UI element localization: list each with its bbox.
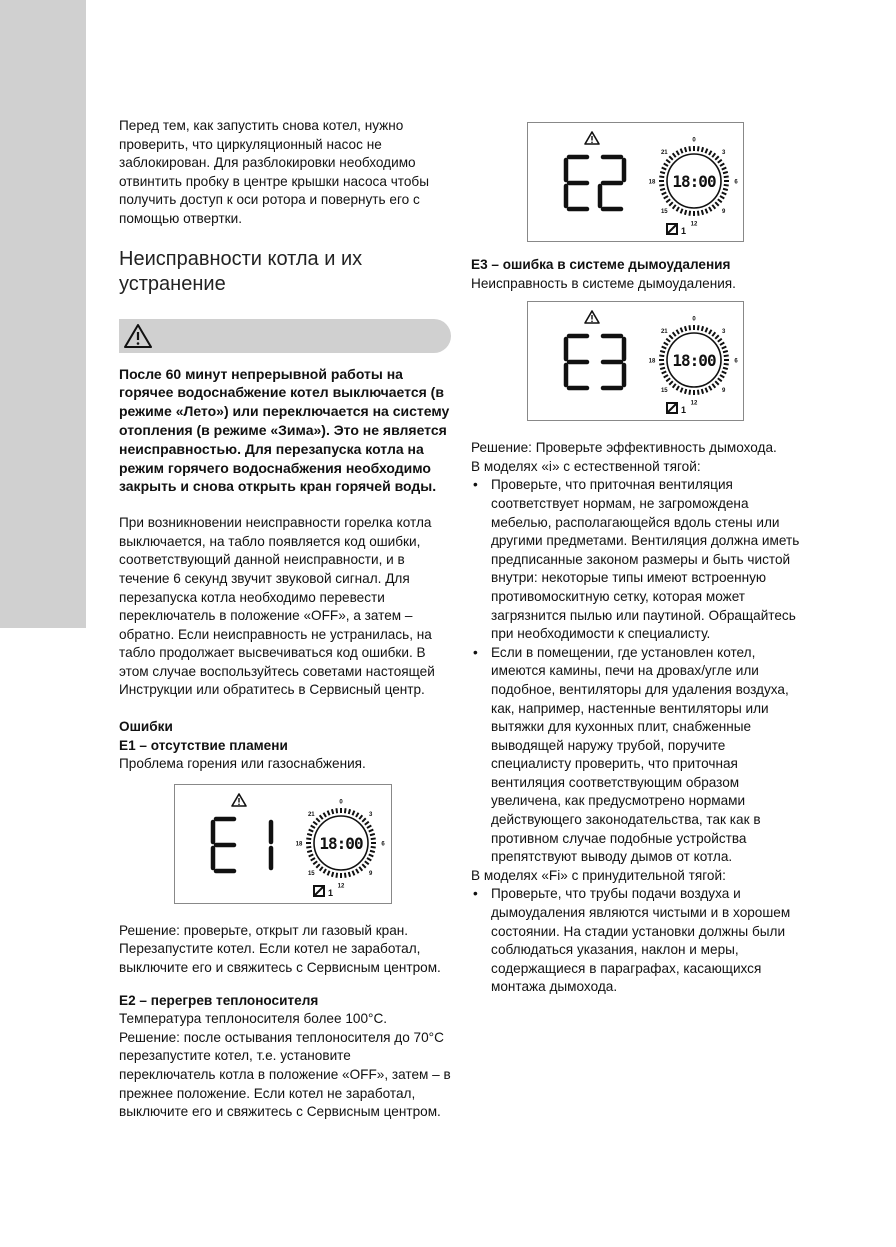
clock-dial-label: 18 — [295, 841, 303, 848]
e3-heading: E3 – ошибка в системе дымоудаления — [471, 257, 731, 272]
left-column — [119, 117, 451, 1122]
clock-dial-label: 9 — [722, 388, 726, 395]
e3-display — [527, 301, 744, 421]
error-code-digit-1 — [566, 336, 587, 388]
natural-models-heading: В моделях «i» с естественной тягой: — [471, 458, 701, 474]
e1-display — [174, 784, 392, 904]
bottom-mode-icon — [667, 403, 677, 413]
error-code-digit-2 — [603, 336, 624, 388]
error-code-digit-1 — [213, 819, 234, 871]
clock-dial-label: 0 — [692, 137, 696, 144]
clock-dial-label: 9 — [722, 209, 726, 216]
clock-dial-label: 21 — [307, 811, 315, 818]
clock-dial-label: 21 — [660, 149, 668, 156]
clock-dial-label: 12 — [690, 221, 698, 228]
display-warning-icon — [585, 132, 599, 144]
error-code-digit-1 — [566, 157, 587, 209]
clock-dial-label: 0 — [339, 799, 343, 806]
clock-dial-label: 6 — [734, 358, 738, 365]
e1-heading: E1 – отсутствие пламени — [119, 737, 288, 753]
side-tab — [0, 0, 86, 628]
natural-bullet-2: • Если в помещении, где установлен котел, имеются камины, печи на дровах/угле или подобное, вентиляторы для удаления воздуха, как, например, настенные вентиляторы или вытяжки для кухонных плит, снабженные выводящей наружу трубой, поручите специалисту проверить, что приточная вентиляция соответствующим образом увеличена, как предусмотрено нормами действующего законодательства, так как в противном случае подобные устройства препятствуют выводу дымов от котла. — [471, 644, 801, 867]
clock-dial-label: 6 — [381, 841, 385, 848]
clock-dial-label: 15 — [660, 388, 668, 395]
clock-dial-label: 15 — [307, 871, 315, 878]
bottom-index: 1 — [681, 405, 687, 416]
natural-bullets — [471, 476, 801, 866]
warning-bar — [119, 319, 451, 353]
e2-display — [527, 122, 744, 242]
clock-dial-label: 9 — [369, 871, 373, 878]
fault-info-paragraph: При возникновении неисправности горелка котла выключается, на табло появляется код ошибки, соответствующий данной неисправности, и в течение 6 секунд звучит звуковой сигнал. Для перезапуска котла необходимо перевести переключатель в положение «OFF», а затем – обратно. Если неисправность не устранилась, на табло продолжает высвечиваться код ошибки. В этом случае воспользуйтесь советами настоящей Инструкции или обратитесь в Сервисный центр. — [119, 515, 435, 698]
error-code-digit-2 — [600, 157, 624, 209]
display-warning-icon — [585, 311, 599, 323]
clock-dial-label: 3 — [369, 811, 373, 818]
e1-solution: Решение: проверьте, открыт ли газовый кран. Перезапустите котел. Если котел не заработал, выключите его и свяжитесь с Сервисным центром. — [119, 922, 441, 976]
bottom-index: 1 — [328, 887, 334, 898]
forced-models-heading: В моделях «Fi» с принудительной тягой: — [471, 867, 726, 883]
section-title: Неисправности котла и их устранение — [119, 247, 363, 295]
bottom-mode-icon — [667, 224, 677, 234]
clock-dial-label: 3 — [722, 328, 726, 335]
e3-description: Неисправность в системе дымоудаления. — [471, 275, 736, 291]
clock-time: 18:00 — [319, 833, 363, 853]
e1-description: Проблема горения или газоснабжения. — [119, 756, 366, 772]
bottom-index: 1 — [681, 226, 687, 236]
warning-text: После 60 минут непрерывной работы на горячее водоснабжение котел выключается (в режиме «Лето») или переключается на систему отопления (в режиме «Зима»). Это не является неисправностью. Для перезапуска котла на режим горячего водоснабжения необходимо закрыть и снова открыть кран горячей воды. — [119, 365, 450, 495]
clock-dial-label: 0 — [692, 316, 696, 323]
clock-dial-label: 12 — [337, 883, 345, 890]
forced-bullet-1: • Проверьте, что трубы подачи воздуха и дымоудаления являются чистыми и в хорошем состоянии. На стадии установки должны были соблюдаться указания, наклон и меры, содержащиеся в параграфах, касающихся монтажа дымохода. — [471, 885, 801, 997]
warning-triangle-icon — [123, 322, 153, 350]
clock-dial-label: 21 — [660, 328, 668, 335]
e3-solution: Решение: Проверьте эффективность дымохода. — [471, 440, 777, 456]
intro-paragraph: Перед тем, как запустить снова котел, нужно проверить, что циркуляционный насос не заблокирован. Для разблокировки необходимо отвинтить пробку в центре крышки насоса чтобы получить доступ к оси ротора и повернуть его с помощью отвертки. — [119, 118, 429, 226]
forced-bullets — [471, 885, 801, 997]
clock-dial-label: 15 — [660, 209, 668, 216]
e2-description: Температура теплоносителя более 100°С. Решение: после остывания теплоносителя до 70°С перезапустите котел, т.е. установите переключатель котла в положение «OFF», затем – в прежнее положение. Если котел не заработал, выключите его и свяжитесь с Сервисным центром. — [119, 1011, 451, 1120]
e2-heading: E2 – перегрев теплоносителя — [119, 992, 319, 1008]
right-column — [471, 122, 801, 997]
clock-dial-label: 18 — [648, 179, 656, 186]
clock-dial-label: 18 — [648, 358, 656, 365]
bottom-mode-icon — [314, 886, 324, 896]
errors-heading: Ошибки — [119, 719, 173, 735]
clock-time: 18:00 — [672, 351, 716, 371]
clock-time: 18:00 — [672, 172, 716, 191]
clock-dial-label: 3 — [722, 149, 726, 156]
clock-dial-label: 6 — [734, 179, 738, 186]
clock-dial-label: 12 — [690, 400, 698, 407]
natural-bullet-1: • Проверьте, что приточная вентиляция соответствует нормам, не загромождена мебелью, располагающейся вдоль стены или другими предметами. Вентиляция должна иметь предписанные законом размеры и быть чистой внутри: некоторые типы имеют встроенную противомоскитную сетку, которая может загрязнится пылью или паутиной. Обращайтесь при необходимости к специалисту. — [471, 476, 801, 643]
display-warning-icon — [232, 794, 246, 806]
